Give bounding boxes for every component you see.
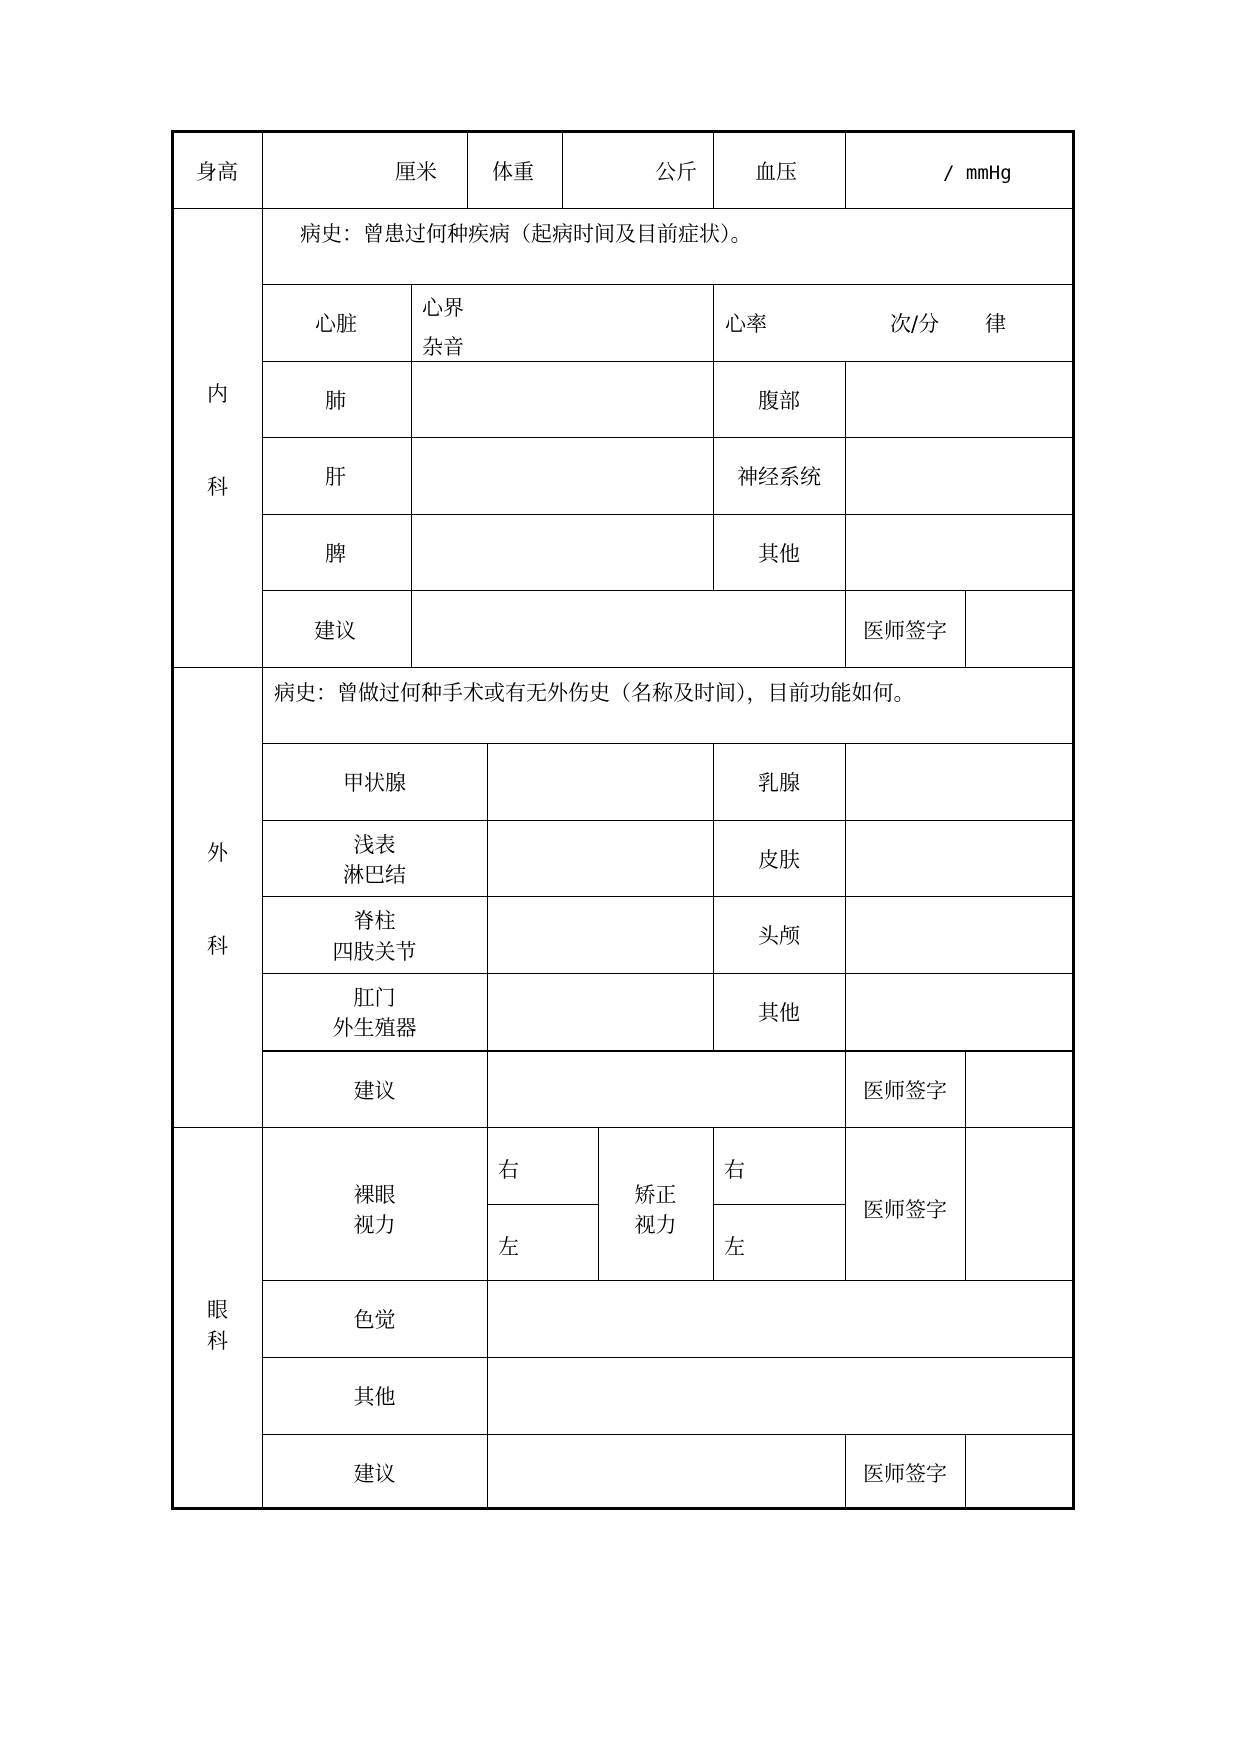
- col-divider: [965, 1127, 966, 1280]
- row-divider: [262, 743, 1075, 744]
- row-divider: [262, 973, 1075, 974]
- breast-label: 乳腺: [758, 771, 800, 795]
- row-divider: [262, 361, 1075, 362]
- spine-line1: 脊柱: [353, 909, 396, 933]
- col-divider: [411, 284, 412, 667]
- lung-label: 肺: [325, 389, 346, 413]
- section-eye-char1: 眼: [207, 1298, 228, 1322]
- abdomen-label: 腹部: [758, 389, 800, 413]
- anus-line2: 外生殖器: [332, 1016, 417, 1040]
- corrected-left-label: 左: [724, 1235, 745, 1259]
- internal-doctor-sign-label: 医师签字: [863, 619, 947, 643]
- internal-advice-label: 建议: [314, 619, 356, 643]
- spleen-label: 脾: [325, 542, 346, 566]
- section-eye-char2: 科: [207, 1329, 228, 1353]
- row-divider: [262, 1280, 1075, 1281]
- section-internal-char2: 科: [207, 475, 228, 499]
- internal-other-label: 其他: [758, 542, 800, 566]
- row-divider: [262, 514, 1075, 515]
- spine-line2: 四肢关节: [332, 940, 417, 964]
- lymph-line1: 浅表: [353, 833, 396, 857]
- section-surgery-char2: 科: [207, 934, 228, 958]
- skin-label: 皮肤: [758, 848, 800, 872]
- liver-label: 肝: [325, 465, 346, 489]
- heart-border: 心界: [422, 296, 464, 320]
- row-divider: [262, 1434, 1075, 1435]
- col-divider: [845, 130, 846, 208]
- row-divider: [171, 208, 1075, 209]
- naked-vision-line2: 视力: [353, 1213, 396, 1237]
- internal-history: 病史：曾患过何种疾病（起病时间及目前症状）。: [300, 222, 752, 246]
- col-divider: [467, 130, 468, 208]
- naked-vision-line1: 裸眼: [353, 1183, 396, 1207]
- row-divider: [713, 1204, 845, 1205]
- bp-unit: / mmHg: [943, 162, 1012, 184]
- section-internal-char1: 内: [207, 382, 228, 406]
- bp-label: 血压: [755, 160, 797, 184]
- col-divider: [262, 130, 263, 1510]
- col-divider: [965, 1434, 966, 1510]
- height-label: 身高: [196, 160, 238, 184]
- heart-murmur: 杂音: [422, 335, 464, 359]
- col-divider: [713, 1127, 714, 1280]
- col-divider: [965, 590, 966, 667]
- weight-label: 体重: [492, 160, 534, 184]
- row-divider: [262, 284, 1075, 285]
- lymph-line2: 淋巴结: [343, 863, 406, 887]
- corrected-right-label: 右: [724, 1158, 745, 1182]
- row-divider: [262, 820, 1075, 821]
- row-divider: [262, 896, 1075, 897]
- row-divider: [262, 1357, 1075, 1358]
- row-divider: [262, 1050, 1075, 1052]
- eye-other-label: 其他: [353, 1385, 396, 1409]
- col-divider: [487, 743, 488, 1510]
- thyroid-label: 甲状腺: [343, 771, 406, 795]
- col-divider: [845, 743, 846, 1127]
- col-divider: [965, 1050, 966, 1127]
- weight-unit: 公斤: [655, 160, 697, 184]
- nervous-label: 神经系统: [737, 465, 821, 489]
- row-divider: [262, 437, 1075, 438]
- col-divider: [562, 130, 563, 208]
- corrected-vision-line2: 视力: [634, 1213, 677, 1237]
- row-divider: [487, 1204, 598, 1205]
- surgery-other-label: 其他: [758, 1001, 800, 1025]
- eye-advice-label: 建议: [353, 1462, 396, 1486]
- eye-doctor-sign-label: 医师签字: [863, 1462, 947, 1486]
- heart-label: 心脏: [315, 312, 357, 336]
- head-label: 头颅: [758, 924, 800, 948]
- height-unit: 厘米: [395, 160, 437, 184]
- anus-line1: 肛门: [353, 986, 396, 1010]
- col-divider: [713, 130, 714, 208]
- section-divider: [171, 1127, 1075, 1128]
- naked-right-label: 右: [498, 1158, 519, 1182]
- surgery-history: 病史：曾做过何种手术或有无外伤史（名称及时间），目前功能如何。: [274, 681, 915, 705]
- color-vision-label: 色觉: [353, 1308, 396, 1332]
- section-surgery-char1: 外: [207, 841, 228, 865]
- rhythm-label: 律: [985, 312, 1006, 336]
- eye-doctor-sign-label-top: 医师签字: [863, 1198, 947, 1222]
- section-divider: [171, 667, 1075, 668]
- row-divider: [262, 590, 1075, 591]
- heart-rate-label: 心率: [725, 312, 767, 336]
- naked-left-label: 左: [498, 1235, 519, 1259]
- heart-rate-unit: 次/分: [890, 312, 940, 336]
- corrected-vision-line1: 矫正: [634, 1183, 677, 1207]
- surgery-advice-label: 建议: [353, 1079, 396, 1103]
- surgery-doctor-sign-label: 医师签字: [863, 1079, 947, 1103]
